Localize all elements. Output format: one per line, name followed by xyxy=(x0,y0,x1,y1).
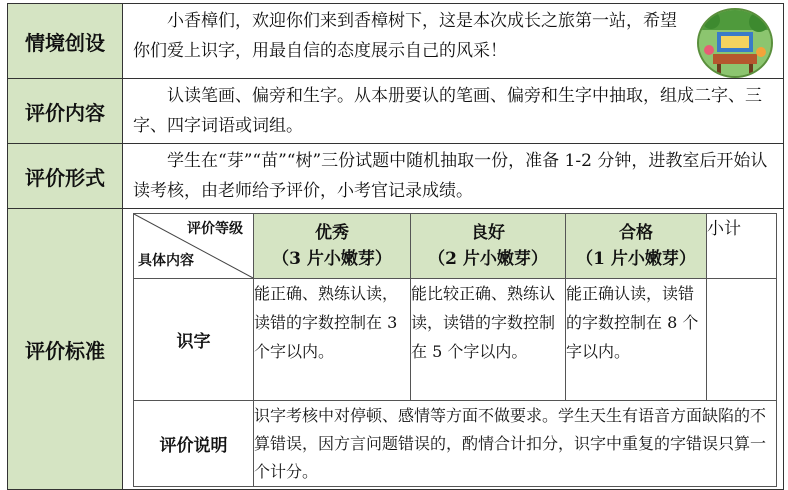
level-good xyxy=(411,214,566,279)
criteria-excellent: 能正确、熟练认读，读错的字数控制在 3 个字以内。 xyxy=(254,279,411,401)
situation-cell xyxy=(123,4,784,79)
standard-cell xyxy=(123,209,784,490)
form-row xyxy=(8,144,784,209)
diagonal-header-cell xyxy=(134,214,254,279)
criteria-good: 能比较正确、熟练认读，读错的字数控制在 5 个字以内。 xyxy=(411,279,566,401)
subtotal-cell xyxy=(707,279,777,401)
level-reward: （2 片小嫩芽） xyxy=(428,249,548,269)
criteria-pass: 能正确认读，读错的字数控制在 8 个字以内。 xyxy=(566,279,707,401)
situation-text: 小香樟们，欢迎你们来到香樟树下，这是本次成长之旅第一站，希望你们爱上识字，用最自信的态度展示自己的风采！ xyxy=(133,11,677,61)
note-label: 评价说明 xyxy=(134,401,254,487)
standard-header-row xyxy=(134,214,777,279)
level-name: 合格 xyxy=(619,223,653,243)
level-reward: （3 片小嫩芽） xyxy=(272,249,392,269)
note-row xyxy=(134,401,777,487)
literacy-row xyxy=(134,279,777,401)
form-label: 评价形式 xyxy=(8,144,123,209)
content-label: 评价内容 xyxy=(8,79,123,144)
level-name: 良好 xyxy=(471,223,505,243)
content-header-text: 具体内容 xyxy=(138,253,194,269)
standard-row xyxy=(8,209,784,490)
level-excellent xyxy=(254,214,411,279)
level-reward: （1 片小嫩芽） xyxy=(576,249,696,269)
evaluation-table xyxy=(7,3,784,490)
literacy-label: 识字 xyxy=(134,279,254,401)
standard-table xyxy=(133,213,777,487)
level-name: 优秀 xyxy=(315,223,349,243)
level-header-text: 评价等级 xyxy=(187,221,243,237)
content-text: 认读笔画、偏旁和生字。从本册要认的笔画、偏旁和生字中抽取，组成二字、三字、四字词语或词组。 xyxy=(123,79,784,144)
form-text: 学生在“芽”“苗”“树”三份试题中随机抽取一份，准备 1-2 分钟，进教室后开始认读考核，由老师给予评价，小考官记录成绩。 xyxy=(123,144,784,209)
standard-label: 评价标准 xyxy=(8,209,123,490)
note-text: 识字考核中对停顿、感情等方面不做要求。学生天生有语音方面缺陷的不算错误，因方言问题错误的，酌情合计扣分，识字中重复的字错误只算一个计分。 xyxy=(254,401,777,487)
content-row xyxy=(8,79,784,144)
classroom-photo-icon xyxy=(697,8,773,78)
situation-row xyxy=(8,4,784,79)
situation-label: 情境创设 xyxy=(8,4,123,79)
level-pass xyxy=(566,214,707,279)
subtotal-header: 小计 xyxy=(707,214,777,279)
